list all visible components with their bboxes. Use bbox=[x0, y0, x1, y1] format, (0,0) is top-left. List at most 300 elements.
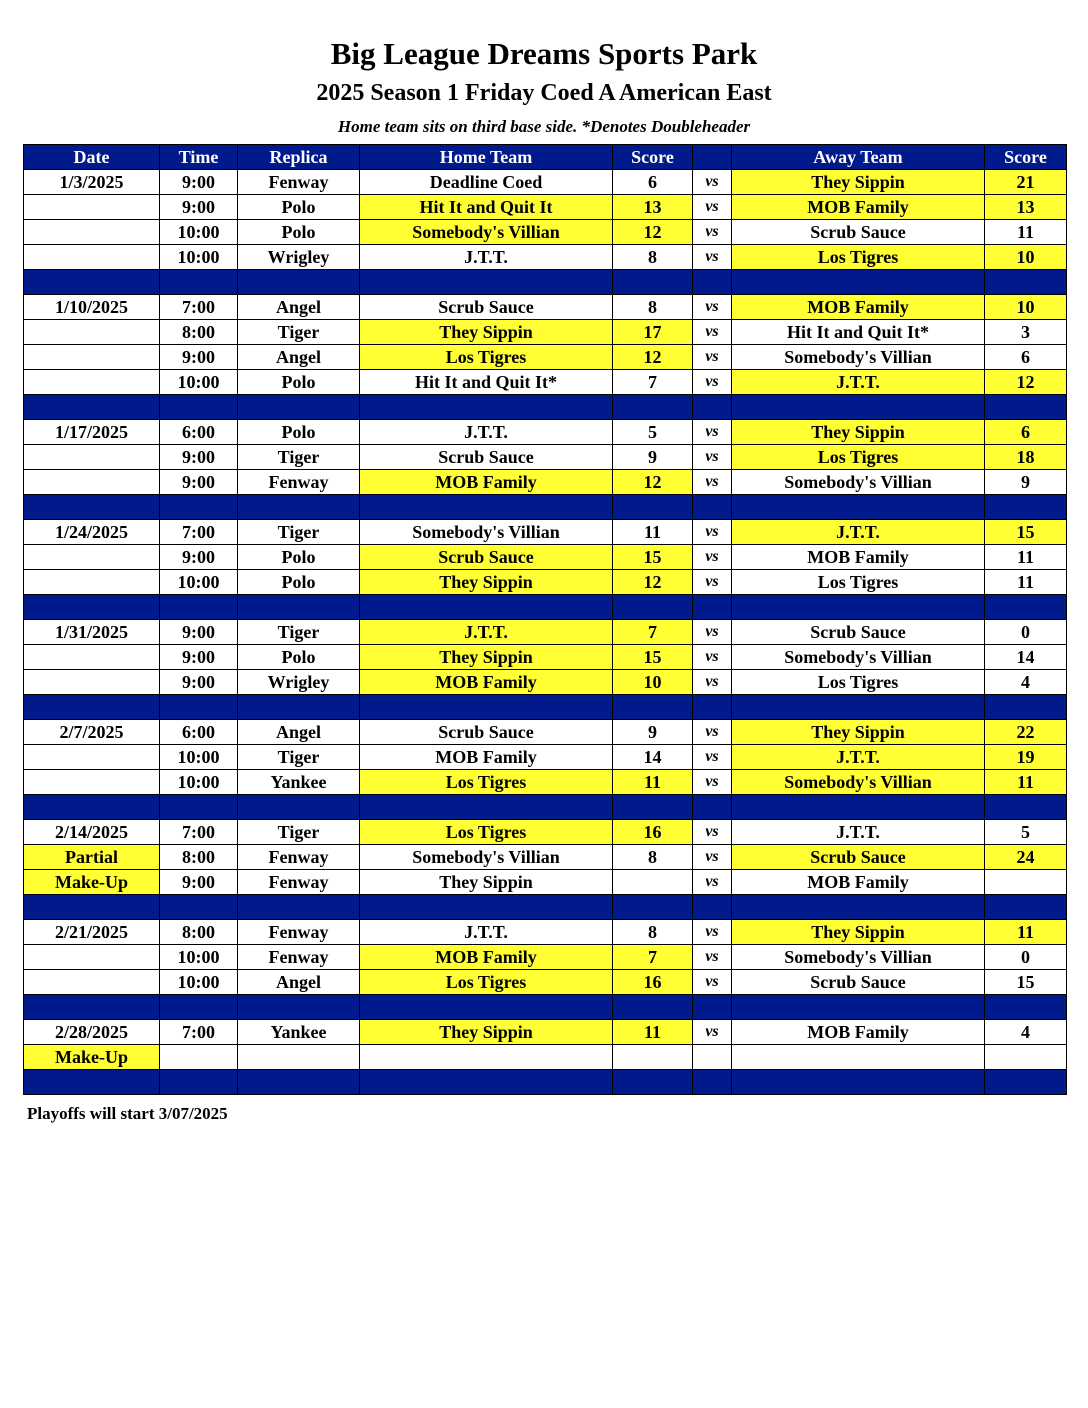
home-team-cell: MOB Family bbox=[360, 470, 613, 495]
date-cell: 1/10/2025 bbox=[24, 295, 160, 320]
separator-cell bbox=[732, 395, 985, 420]
home-score-cell: 11 bbox=[613, 1020, 693, 1045]
schedule-note: Home team sits on third base side. *Denotes Doubleheader bbox=[337, 117, 751, 136]
replica-cell: Fenway bbox=[238, 870, 360, 895]
vs-cell: vs bbox=[693, 645, 732, 670]
home-score-cell: 7 bbox=[613, 945, 693, 970]
table-header-row bbox=[24, 145, 1067, 170]
home-team-cell: Somebody's Villian bbox=[360, 220, 613, 245]
home-team-cell: Somebody's Villian bbox=[360, 520, 613, 545]
home-team-cell: Hit It and Quit It bbox=[360, 195, 613, 220]
time-cell: 7:00 bbox=[160, 1020, 238, 1045]
vs-cell: vs bbox=[693, 195, 732, 220]
separator-cell bbox=[985, 795, 1067, 820]
separator-cell bbox=[160, 395, 238, 420]
replica-cell bbox=[238, 1045, 360, 1070]
date-cell: 2/21/2025 bbox=[24, 920, 160, 945]
week-separator-row bbox=[24, 270, 1067, 295]
table-row bbox=[24, 870, 1067, 895]
away-team-cell: They Sippin bbox=[732, 920, 985, 945]
away-score-cell: 3 bbox=[985, 320, 1067, 345]
separator-cell bbox=[360, 795, 613, 820]
separator-cell bbox=[985, 495, 1067, 520]
table-row bbox=[24, 295, 1067, 320]
time-cell: 10:00 bbox=[160, 945, 238, 970]
table-row bbox=[24, 345, 1067, 370]
away-score-cell: 6 bbox=[985, 345, 1067, 370]
home-score-cell: 7 bbox=[613, 620, 693, 645]
separator-cell bbox=[693, 270, 732, 295]
separator-cell bbox=[238, 1070, 360, 1095]
separator-cell bbox=[732, 495, 985, 520]
vs-cell: vs bbox=[693, 920, 732, 945]
col-header-home-team: Home Team bbox=[360, 145, 613, 170]
vs-cell bbox=[693, 1045, 732, 1070]
week-separator-row bbox=[24, 495, 1067, 520]
vs-cell: vs bbox=[693, 845, 732, 870]
away-team-cell: Los Tigres bbox=[732, 445, 985, 470]
separator-cell bbox=[360, 1070, 613, 1095]
page-subtitle: 2025 Season 1 Friday Coed A American East bbox=[316, 80, 772, 106]
vs-cell: vs bbox=[693, 295, 732, 320]
separator-cell bbox=[985, 270, 1067, 295]
date-cell bbox=[24, 970, 160, 995]
table-row bbox=[24, 945, 1067, 970]
time-cell: 9:00 bbox=[160, 620, 238, 645]
separator-cell bbox=[732, 1070, 985, 1095]
separator-cell bbox=[613, 1070, 693, 1095]
table-row bbox=[24, 445, 1067, 470]
away-score-cell: 15 bbox=[985, 520, 1067, 545]
home-score-cell: 16 bbox=[613, 820, 693, 845]
col-header-away-score: Score bbox=[985, 145, 1067, 170]
table-row bbox=[24, 220, 1067, 245]
time-cell: 7:00 bbox=[160, 820, 238, 845]
home-score-cell: 12 bbox=[613, 470, 693, 495]
replica-cell: Wrigley bbox=[238, 245, 360, 270]
away-score-cell: 11 bbox=[985, 545, 1067, 570]
home-score-cell: 11 bbox=[613, 770, 693, 795]
date-cell: Make-Up bbox=[24, 1045, 160, 1070]
col-header-replica: Replica bbox=[238, 145, 360, 170]
time-cell: 8:00 bbox=[160, 920, 238, 945]
home-team-cell: Somebody's Villian bbox=[360, 845, 613, 870]
away-score-cell: 10 bbox=[985, 295, 1067, 320]
separator-cell bbox=[360, 595, 613, 620]
home-team-cell: J.T.T. bbox=[360, 420, 613, 445]
separator-cell bbox=[693, 895, 732, 920]
home-score-cell: 9 bbox=[613, 445, 693, 470]
time-cell: 9:00 bbox=[160, 545, 238, 570]
time-cell: 8:00 bbox=[160, 845, 238, 870]
away-team-cell: Somebody's Villian bbox=[732, 470, 985, 495]
table-row bbox=[24, 245, 1067, 270]
date-cell bbox=[24, 220, 160, 245]
away-score-cell: 0 bbox=[985, 945, 1067, 970]
separator-cell bbox=[160, 1070, 238, 1095]
separator-cell bbox=[160, 270, 238, 295]
table-row bbox=[24, 470, 1067, 495]
home-score-cell: 15 bbox=[613, 645, 693, 670]
home-score-cell bbox=[613, 870, 693, 895]
schedule-table bbox=[23, 144, 1067, 1095]
separator-cell bbox=[160, 495, 238, 520]
table-row bbox=[24, 820, 1067, 845]
date-cell bbox=[24, 545, 160, 570]
table-row bbox=[24, 320, 1067, 345]
playoffs-footer: Playoffs will start 3/07/2025 bbox=[27, 1104, 228, 1123]
away-score-cell: 6 bbox=[985, 420, 1067, 445]
away-score-cell: 11 bbox=[985, 220, 1067, 245]
separator-cell bbox=[732, 995, 985, 1020]
time-cell: 9:00 bbox=[160, 470, 238, 495]
vs-cell: vs bbox=[693, 720, 732, 745]
date-cell bbox=[24, 470, 160, 495]
time-cell: 8:00 bbox=[160, 320, 238, 345]
separator-cell bbox=[24, 1070, 160, 1095]
time-cell: 9:00 bbox=[160, 345, 238, 370]
home-team-cell: J.T.T. bbox=[360, 920, 613, 945]
schedule-body bbox=[24, 170, 1067, 1095]
date-cell: Make-Up bbox=[24, 870, 160, 895]
separator-cell bbox=[732, 595, 985, 620]
table-row bbox=[24, 670, 1067, 695]
separator-cell bbox=[985, 595, 1067, 620]
away-score-cell: 14 bbox=[985, 645, 1067, 670]
home-team-cell: Los Tigres bbox=[360, 820, 613, 845]
away-team-cell: Hit It and Quit It* bbox=[732, 320, 985, 345]
separator-cell bbox=[613, 495, 693, 520]
week-separator-row bbox=[24, 795, 1067, 820]
table-row bbox=[24, 520, 1067, 545]
vs-cell: vs bbox=[693, 570, 732, 595]
time-cell bbox=[160, 1045, 238, 1070]
away-score-cell: 13 bbox=[985, 195, 1067, 220]
separator-cell bbox=[238, 495, 360, 520]
vs-cell: vs bbox=[693, 520, 732, 545]
week-separator-row bbox=[24, 595, 1067, 620]
date-cell: 1/24/2025 bbox=[24, 520, 160, 545]
table-row bbox=[24, 545, 1067, 570]
separator-cell bbox=[24, 495, 160, 520]
vs-cell: vs bbox=[693, 1020, 732, 1045]
home-team-cell: They Sippin bbox=[360, 1020, 613, 1045]
separator-cell bbox=[985, 695, 1067, 720]
separator-cell bbox=[693, 595, 732, 620]
table-row bbox=[24, 720, 1067, 745]
date-cell bbox=[24, 195, 160, 220]
vs-cell: vs bbox=[693, 170, 732, 195]
replica-cell: Polo bbox=[238, 370, 360, 395]
away-score-cell: 9 bbox=[985, 470, 1067, 495]
date-cell bbox=[24, 445, 160, 470]
col-header-time: Time bbox=[160, 145, 238, 170]
away-score-cell: 15 bbox=[985, 970, 1067, 995]
separator-cell bbox=[238, 395, 360, 420]
replica-cell: Polo bbox=[238, 220, 360, 245]
home-score-cell: 12 bbox=[613, 220, 693, 245]
home-team-cell: MOB Family bbox=[360, 670, 613, 695]
separator-cell bbox=[238, 795, 360, 820]
replica-cell: Tiger bbox=[238, 820, 360, 845]
away-team-cell: Los Tigres bbox=[732, 570, 985, 595]
away-score-cell: 12 bbox=[985, 370, 1067, 395]
separator-cell bbox=[24, 795, 160, 820]
away-score-cell: 11 bbox=[985, 920, 1067, 945]
week-separator-row bbox=[24, 895, 1067, 920]
away-score-cell: 19 bbox=[985, 745, 1067, 770]
home-team-cell: MOB Family bbox=[360, 745, 613, 770]
separator-cell bbox=[613, 270, 693, 295]
home-team-cell: Scrub Sauce bbox=[360, 545, 613, 570]
time-cell: 7:00 bbox=[160, 520, 238, 545]
replica-cell: Fenway bbox=[238, 845, 360, 870]
vs-cell: vs bbox=[693, 670, 732, 695]
away-team-cell: MOB Family bbox=[732, 295, 985, 320]
vs-cell: vs bbox=[693, 245, 732, 270]
separator-cell bbox=[160, 895, 238, 920]
separator-cell bbox=[732, 695, 985, 720]
time-cell: 10:00 bbox=[160, 220, 238, 245]
replica-cell: Tiger bbox=[238, 745, 360, 770]
date-cell: 1/3/2025 bbox=[24, 170, 160, 195]
home-score-cell: 7 bbox=[613, 370, 693, 395]
replica-cell: Tiger bbox=[238, 520, 360, 545]
table-row bbox=[24, 745, 1067, 770]
away-team-cell bbox=[732, 1045, 985, 1070]
date-cell bbox=[24, 770, 160, 795]
home-score-cell: 15 bbox=[613, 545, 693, 570]
vs-cell: vs bbox=[693, 220, 732, 245]
time-cell: 9:00 bbox=[160, 445, 238, 470]
home-score-cell: 11 bbox=[613, 520, 693, 545]
separator-cell bbox=[985, 995, 1067, 1020]
separator-cell bbox=[693, 695, 732, 720]
separator-cell bbox=[613, 695, 693, 720]
separator-cell bbox=[360, 395, 613, 420]
separator-cell bbox=[238, 695, 360, 720]
separator-cell bbox=[360, 270, 613, 295]
away-team-cell: Scrub Sauce bbox=[732, 620, 985, 645]
date-cell bbox=[24, 645, 160, 670]
home-team-cell: Scrub Sauce bbox=[360, 720, 613, 745]
replica-cell: Polo bbox=[238, 420, 360, 445]
separator-cell bbox=[985, 395, 1067, 420]
separator-cell bbox=[985, 895, 1067, 920]
col-header-vs bbox=[693, 145, 732, 170]
home-team-cell bbox=[360, 1045, 613, 1070]
separator-cell bbox=[238, 270, 360, 295]
away-score-cell bbox=[985, 870, 1067, 895]
table-row bbox=[24, 620, 1067, 645]
away-score-cell: 24 bbox=[985, 845, 1067, 870]
separator-cell bbox=[160, 595, 238, 620]
separator-cell bbox=[160, 795, 238, 820]
vs-cell: vs bbox=[693, 870, 732, 895]
vs-cell: vs bbox=[693, 820, 732, 845]
away-score-cell: 11 bbox=[985, 570, 1067, 595]
separator-cell bbox=[160, 695, 238, 720]
away-score-cell: 0 bbox=[985, 620, 1067, 645]
away-score-cell: 5 bbox=[985, 820, 1067, 845]
away-team-cell: MOB Family bbox=[732, 870, 985, 895]
table-row bbox=[24, 570, 1067, 595]
table-row bbox=[24, 195, 1067, 220]
away-team-cell: They Sippin bbox=[732, 170, 985, 195]
date-cell bbox=[24, 320, 160, 345]
home-score-cell: 13 bbox=[613, 195, 693, 220]
vs-cell: vs bbox=[693, 370, 732, 395]
home-score-cell: 12 bbox=[613, 570, 693, 595]
home-team-cell: Hit It and Quit It* bbox=[360, 370, 613, 395]
table-row bbox=[24, 920, 1067, 945]
separator-cell bbox=[24, 595, 160, 620]
away-team-cell: MOB Family bbox=[732, 1020, 985, 1045]
time-cell: 9:00 bbox=[160, 170, 238, 195]
time-cell: 9:00 bbox=[160, 645, 238, 670]
away-team-cell: Scrub Sauce bbox=[732, 220, 985, 245]
table-row bbox=[24, 970, 1067, 995]
time-cell: 9:00 bbox=[160, 670, 238, 695]
replica-cell: Fenway bbox=[238, 945, 360, 970]
home-score-cell: 8 bbox=[613, 245, 693, 270]
vs-cell: vs bbox=[693, 620, 732, 645]
away-team-cell: J.T.T. bbox=[732, 520, 985, 545]
col-header-date: Date bbox=[24, 145, 160, 170]
separator-cell bbox=[360, 995, 613, 1020]
replica-cell: Polo bbox=[238, 195, 360, 220]
replica-cell: Fenway bbox=[238, 470, 360, 495]
date-cell bbox=[24, 745, 160, 770]
home-score-cell: 8 bbox=[613, 845, 693, 870]
table-row bbox=[24, 170, 1067, 195]
date-cell bbox=[24, 945, 160, 970]
home-team-cell: Los Tigres bbox=[360, 345, 613, 370]
date-cell: 1/17/2025 bbox=[24, 420, 160, 445]
away-score-cell: 21 bbox=[985, 170, 1067, 195]
away-team-cell: J.T.T. bbox=[732, 370, 985, 395]
away-team-cell: MOB Family bbox=[732, 545, 985, 570]
vs-cell: vs bbox=[693, 345, 732, 370]
separator-cell bbox=[238, 995, 360, 1020]
home-score-cell: 16 bbox=[613, 970, 693, 995]
table-row bbox=[24, 370, 1067, 395]
date-cell bbox=[24, 570, 160, 595]
home-score-cell: 9 bbox=[613, 720, 693, 745]
separator-cell bbox=[360, 495, 613, 520]
date-cell: 2/14/2025 bbox=[24, 820, 160, 845]
table-row bbox=[24, 1045, 1067, 1070]
col-header-home-score: Score bbox=[613, 145, 693, 170]
replica-cell: Angel bbox=[238, 970, 360, 995]
vs-cell: vs bbox=[693, 420, 732, 445]
week-separator-row bbox=[24, 995, 1067, 1020]
away-score-cell: 11 bbox=[985, 770, 1067, 795]
away-team-cell: Los Tigres bbox=[732, 245, 985, 270]
page-title: Big League Dreams Sports Park bbox=[330, 36, 758, 71]
table-row bbox=[24, 420, 1067, 445]
time-cell: 10:00 bbox=[160, 770, 238, 795]
date-cell bbox=[24, 245, 160, 270]
time-cell: 9:00 bbox=[160, 870, 238, 895]
home-team-cell: Scrub Sauce bbox=[360, 445, 613, 470]
replica-cell: Polo bbox=[238, 545, 360, 570]
separator-cell bbox=[693, 795, 732, 820]
replica-cell: Wrigley bbox=[238, 670, 360, 695]
separator-cell bbox=[693, 1070, 732, 1095]
away-team-cell: Somebody's Villian bbox=[732, 770, 985, 795]
separator-cell bbox=[160, 995, 238, 1020]
away-score-cell bbox=[985, 1045, 1067, 1070]
time-cell: 9:00 bbox=[160, 195, 238, 220]
separator-cell bbox=[693, 995, 732, 1020]
home-team-cell: They Sippin bbox=[360, 870, 613, 895]
separator-cell bbox=[985, 1070, 1067, 1095]
separator-cell bbox=[24, 995, 160, 1020]
week-separator-row bbox=[24, 695, 1067, 720]
separator-cell bbox=[360, 895, 613, 920]
away-score-cell: 4 bbox=[985, 670, 1067, 695]
separator-cell bbox=[24, 695, 160, 720]
replica-cell: Polo bbox=[238, 570, 360, 595]
replica-cell: Angel bbox=[238, 295, 360, 320]
replica-cell: Yankee bbox=[238, 770, 360, 795]
replica-cell: Fenway bbox=[238, 920, 360, 945]
time-cell: 7:00 bbox=[160, 295, 238, 320]
separator-cell bbox=[238, 595, 360, 620]
replica-cell: Angel bbox=[238, 720, 360, 745]
home-score-cell: 8 bbox=[613, 920, 693, 945]
separator-cell bbox=[613, 395, 693, 420]
away-team-cell: Somebody's Villian bbox=[732, 945, 985, 970]
away-team-cell: Somebody's Villian bbox=[732, 345, 985, 370]
replica-cell: Fenway bbox=[238, 170, 360, 195]
time-cell: 10:00 bbox=[160, 570, 238, 595]
vs-cell: vs bbox=[693, 470, 732, 495]
week-separator-row bbox=[24, 395, 1067, 420]
away-score-cell: 4 bbox=[985, 1020, 1067, 1045]
home-team-cell: They Sippin bbox=[360, 320, 613, 345]
away-team-cell: Somebody's Villian bbox=[732, 645, 985, 670]
date-cell: 2/28/2025 bbox=[24, 1020, 160, 1045]
vs-cell: vs bbox=[693, 745, 732, 770]
away-team-cell: MOB Family bbox=[732, 195, 985, 220]
replica-cell: Yankee bbox=[238, 1020, 360, 1045]
away-team-cell: They Sippin bbox=[732, 420, 985, 445]
separator-cell bbox=[732, 895, 985, 920]
home-team-cell: They Sippin bbox=[360, 570, 613, 595]
date-cell bbox=[24, 370, 160, 395]
away-score-cell: 22 bbox=[985, 720, 1067, 745]
vs-cell: vs bbox=[693, 445, 732, 470]
vs-cell: vs bbox=[693, 945, 732, 970]
table-row bbox=[24, 845, 1067, 870]
home-score-cell: 8 bbox=[613, 295, 693, 320]
separator-cell bbox=[613, 895, 693, 920]
away-team-cell: Scrub Sauce bbox=[732, 845, 985, 870]
time-cell: 10:00 bbox=[160, 970, 238, 995]
away-team-cell: J.T.T. bbox=[732, 820, 985, 845]
separator-cell bbox=[613, 795, 693, 820]
home-score-cell: 12 bbox=[613, 345, 693, 370]
home-score-cell: 10 bbox=[613, 670, 693, 695]
time-cell: 6:00 bbox=[160, 720, 238, 745]
separator-cell bbox=[238, 895, 360, 920]
replica-cell: Tiger bbox=[238, 445, 360, 470]
replica-cell: Polo bbox=[238, 645, 360, 670]
home-team-cell: Los Tigres bbox=[360, 970, 613, 995]
home-score-cell bbox=[613, 1045, 693, 1070]
